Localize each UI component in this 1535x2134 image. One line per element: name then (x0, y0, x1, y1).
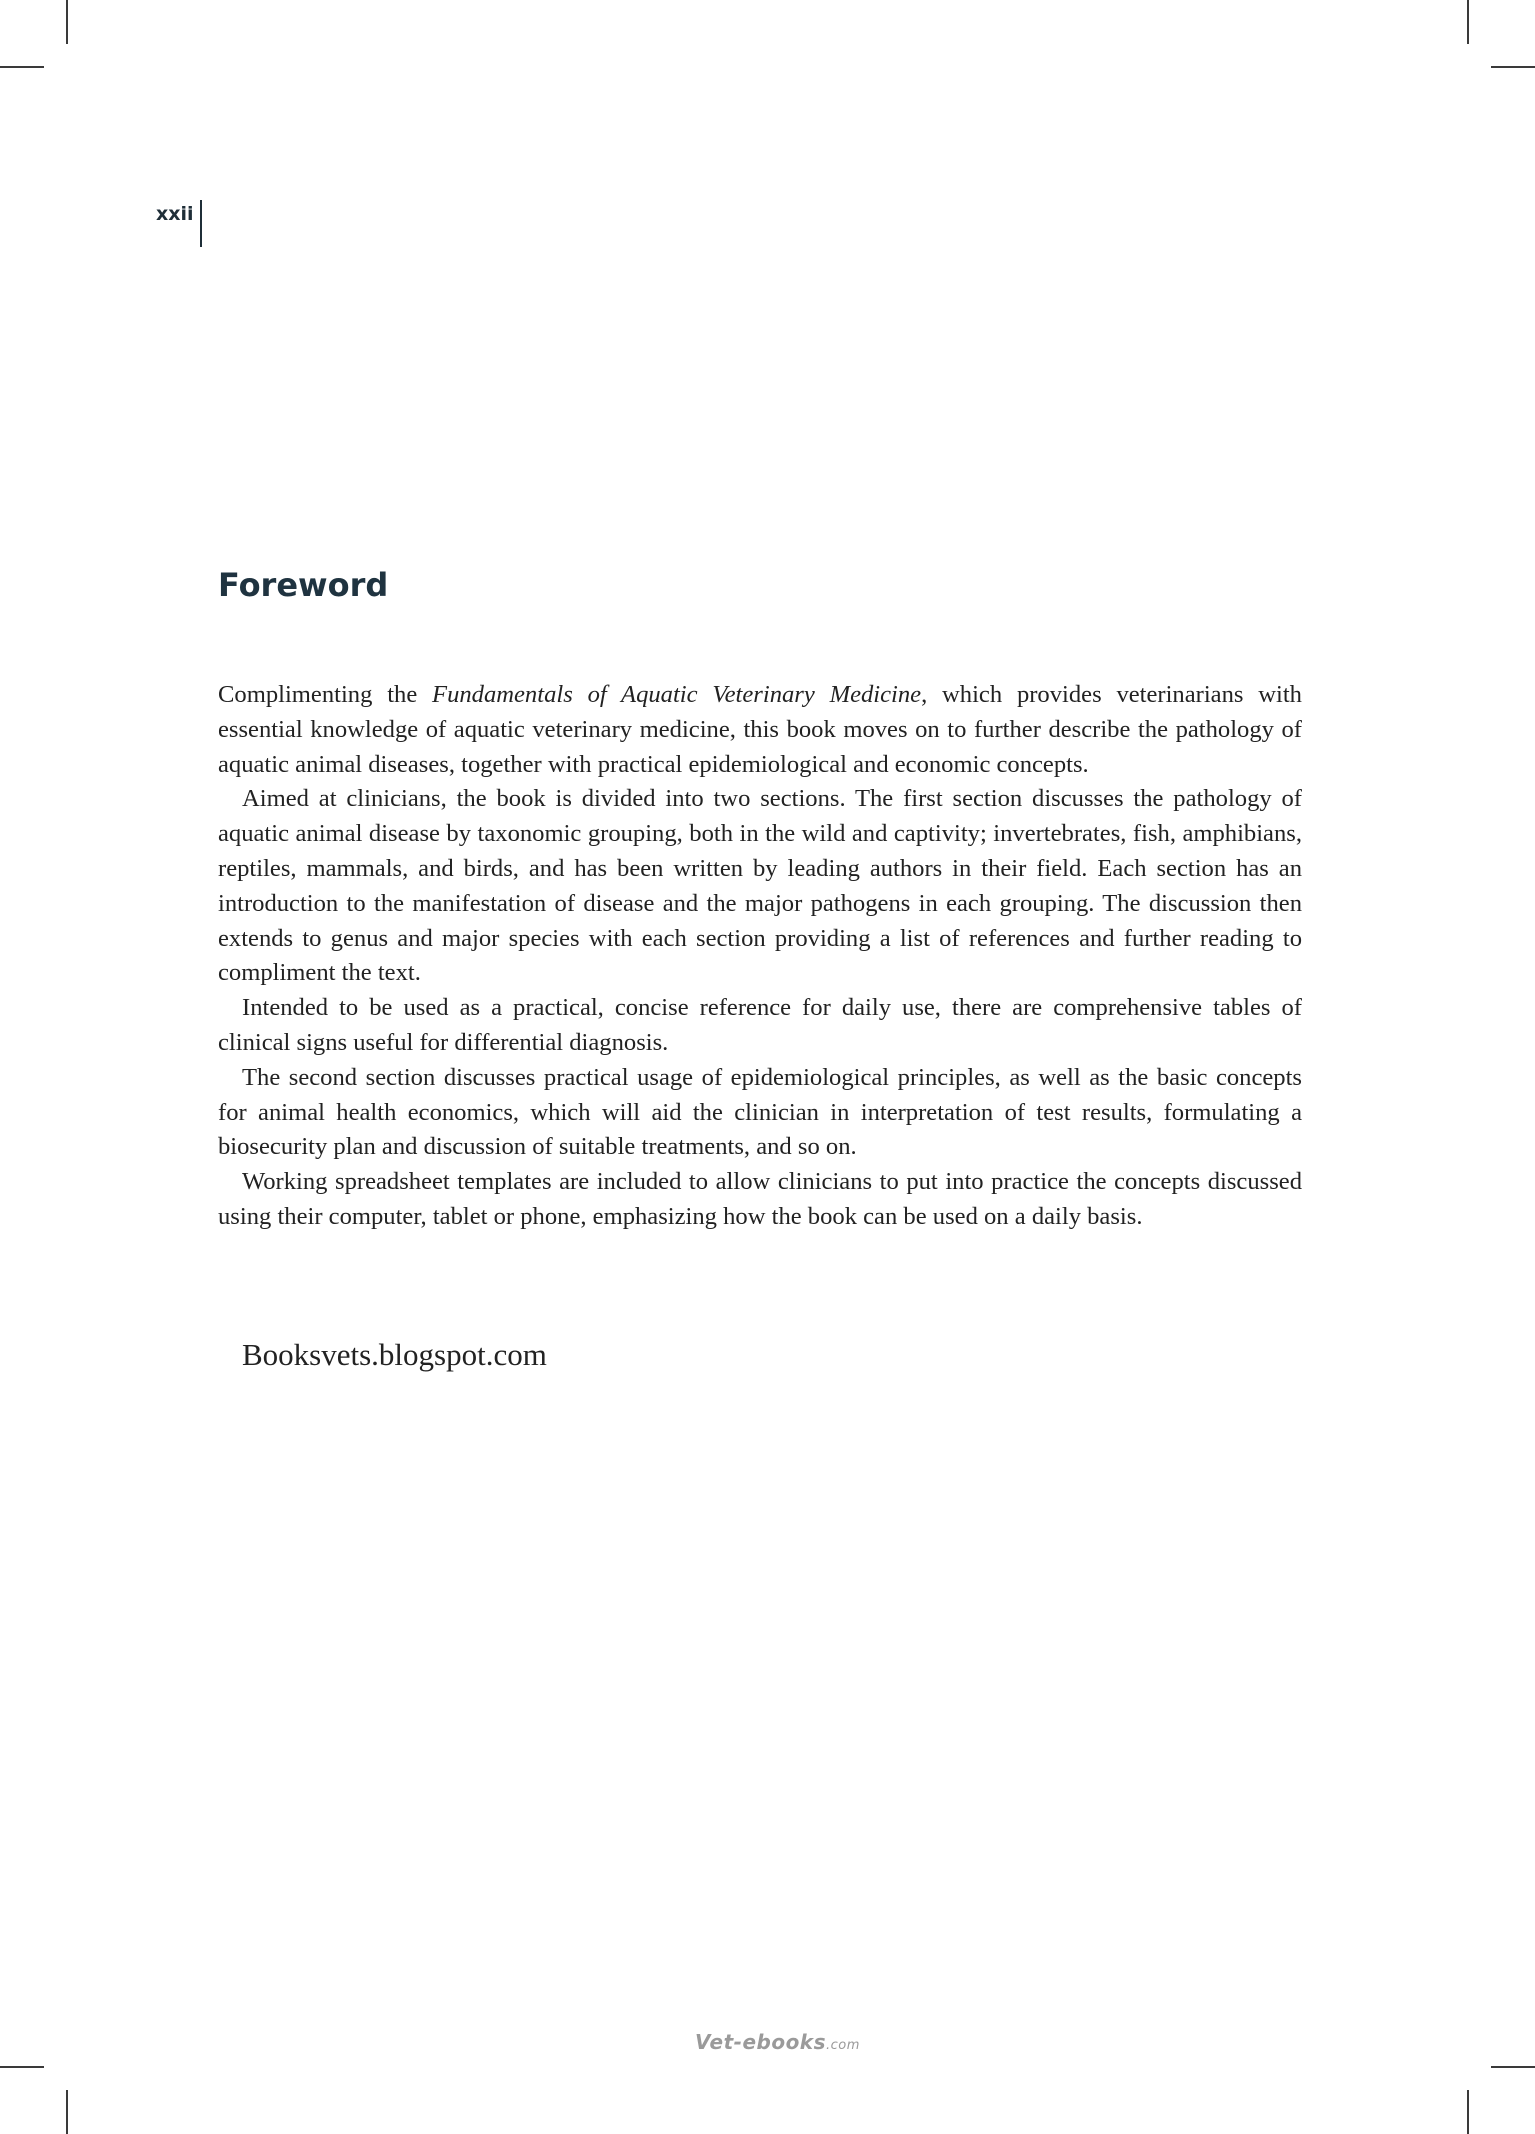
page-number-rule (200, 200, 202, 247)
page-number: xxii (156, 203, 194, 225)
paragraph-3: Intended to be used as a practical, concise reference for daily use, there are comprehensive tables of clinical signs useful for differential diagnosis. (218, 994, 1302, 1056)
footer-logo-name: Vet-ebooks (695, 2030, 827, 2054)
paragraph-2: Aimed at clinicians, the book is divided into two sections. The first section discusses the pathology of aquatic animal disease by taxonomic grouping, both in the wild and captivity; invertebrates, fish, amphibians, reptiles, mammals, and birds, and has been written by leading authors in their field. Each section has an introduction to the manifestation of disease and the major pathogens in each grouping. The discussion then extends to genus and major species with each section providing a list of references and further reading to compliment the text. (218, 785, 1302, 987)
crop-mark-top-right-horizontal (1491, 66, 1535, 68)
crop-mark-top-right-vertical (1467, 0, 1469, 44)
footer-logo (695, 2030, 860, 2054)
paragraph-5: Working spreadsheet templates are included to allow clinicians to put into practice the concepts discussed using their computer, tablet or phone, emphasizing how the book can be used on a daily basis. (218, 1168, 1302, 1230)
crop-mark-top-left-vertical (66, 0, 68, 44)
blog-url: Booksvets.blogspot.com (242, 1337, 547, 1372)
paragraph-1-rest: , which provides veterinarians with essential knowledge of aquatic veterinary medicine, this book moves on to further describe the pathology of aquatic animal diseases, together with practical epidemiological and economic concepts. (218, 681, 1302, 778)
footer-logo-domain: .com (826, 2038, 860, 2053)
paragraph-1-lead: Complimenting the (218, 681, 433, 708)
book-title: Fundamentals of Aquatic Veterinary Medicine (432, 681, 922, 708)
crop-mark-bottom-left-vertical (66, 2090, 68, 2134)
paragraph-1 (218, 678, 1302, 782)
body-text (218, 678, 1302, 1235)
paragraph-4: The second section discusses practical usage of epidemiological principles, as well as the basic concepts for animal health economics, which will aid the clinician in interpretation of test results, formulating a biosecurity plan and discussion of suitable treatments, and so on. (218, 1063, 1302, 1161)
crop-mark-bottom-right-horizontal (1491, 2066, 1535, 2068)
section-heading: Foreword (218, 566, 389, 604)
crop-mark-bottom-left-horizontal (0, 2066, 44, 2068)
crop-mark-bottom-right-vertical (1467, 2090, 1469, 2134)
crop-mark-top-left-horizontal (0, 66, 44, 68)
